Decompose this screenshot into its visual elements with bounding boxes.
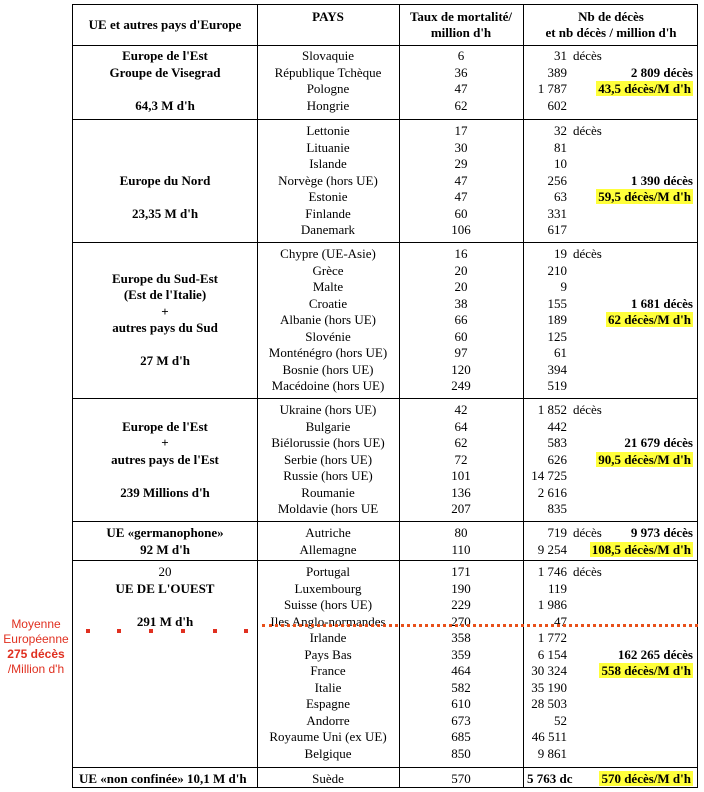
mortality-rate: 47 <box>454 81 468 96</box>
country-name: Islande <box>309 156 347 171</box>
region-label: + <box>161 435 169 450</box>
country-name: Finlande <box>305 205 351 221</box>
country-name: République Tchèque <box>274 64 382 80</box>
death-count: 31 <box>554 48 567 63</box>
region-label: 239 Millions d'h <box>120 484 210 500</box>
death-count: 46 511 <box>531 729 567 744</box>
death-count: 47 <box>554 613 567 629</box>
country-name: Biélorussie (hors UE) <box>271 435 385 450</box>
mortality-rate: 29 <box>454 156 468 171</box>
death-count: 14 725 <box>531 468 567 483</box>
mortality-rate: 30 <box>454 139 468 155</box>
mortality-rate: 80 <box>454 525 468 540</box>
death-count: 63 <box>554 189 567 204</box>
mortality-rate: 120 <box>451 361 471 377</box>
avg-line4: /Million d'h <box>7 662 65 676</box>
mortality-rate: 36 <box>454 64 468 80</box>
country-name: Moldavie (hors UE <box>277 501 379 516</box>
mortality-rate: 685 <box>451 729 471 744</box>
european-average-note <box>0 617 72 677</box>
mortality-rate: 66 <box>454 312 468 327</box>
header-rate: Taux de mortalité/ million d'h <box>409 9 513 40</box>
mortality-rate: 270 <box>451 613 471 629</box>
death-count: 9 861 <box>537 745 567 761</box>
death-count: 9 <box>560 279 567 294</box>
death-count: 331 <box>547 205 567 221</box>
mortality-rate: 60 <box>454 328 468 344</box>
mortality-rate: 464 <box>451 663 471 678</box>
group-divider <box>73 767 697 768</box>
region-label: autres pays du Sud <box>112 320 218 336</box>
death-count: 19 <box>554 246 567 261</box>
mortality-rate: 47 <box>454 189 468 204</box>
death-count: 394 <box>547 361 567 377</box>
country-name: Italie <box>314 679 342 695</box>
country-name: Hongrie <box>306 97 350 113</box>
avg-line2: Européenne <box>3 632 69 646</box>
mortality-table <box>72 4 698 788</box>
mortality-rate: 47 <box>454 172 468 188</box>
country-name: Pologne <box>306 81 350 96</box>
group-deaths-per-million: 43,5 décès/M d'h <box>598 81 691 96</box>
mortality-rate: 610 <box>451 696 471 711</box>
mortality-rate: 60 <box>454 205 468 221</box>
country-name: Slovénie <box>305 328 351 344</box>
death-count: 835 <box>547 501 567 516</box>
death-count: 519 <box>547 378 567 393</box>
death-count: 155 <box>547 295 567 311</box>
mortality-rate: 136 <box>451 484 471 500</box>
death-count: 1 852 <box>537 402 567 417</box>
deaths-unit: décès <box>573 564 602 579</box>
mortality-rate: 97 <box>454 345 468 360</box>
deaths-unit: décès <box>573 48 602 63</box>
group-deaths-per-million: 90,5 décès/M d'h <box>598 451 691 467</box>
region-label: 291 M d'h <box>136 613 194 629</box>
death-count: 442 <box>547 418 567 434</box>
death-count: 256 <box>547 172 567 188</box>
group-deaths-per-million: 570 décès/M d'h <box>601 771 691 786</box>
country-name: Royaume Uni (ex UE) <box>269 729 387 744</box>
death-count: 1 787 <box>537 81 567 96</box>
country-name: Lituanie <box>306 139 350 155</box>
group-divider <box>73 560 697 561</box>
group-total-deaths: 9 973 décès <box>630 525 693 540</box>
group-deaths-per-million: 108,5 décès/M d'h <box>591 541 691 557</box>
mortality-rate: 359 <box>451 646 471 662</box>
death-count: 30 324 <box>531 663 567 678</box>
death-count: 6 154 <box>537 646 567 662</box>
mortality-rate: 106 <box>451 222 471 237</box>
mortality-rate: 42 <box>454 402 468 417</box>
mortality-rate: 38 <box>454 295 468 311</box>
mortality-rate: 229 <box>451 597 471 612</box>
death-count: 52 <box>554 712 567 728</box>
group-divider <box>73 398 697 399</box>
avg-line3: 275 décès <box>7 647 65 661</box>
country-name: Grèce <box>312 262 344 278</box>
mortality-rate: 207 <box>451 501 471 516</box>
mortality-rate: 16 <box>454 246 468 261</box>
country-name: Ukraine (hors UE) <box>279 402 377 417</box>
mortality-rate: 190 <box>451 580 471 596</box>
country-name: Malte <box>312 279 344 294</box>
country-name: Albanie (hors UE) <box>279 312 377 327</box>
death-count: 125 <box>547 328 567 344</box>
group-total-deaths: 21 679 décès <box>624 435 693 450</box>
death-count: 32 <box>554 123 567 138</box>
death-count: 5 763 dc <box>527 771 573 786</box>
death-count: 28 503 <box>531 696 567 711</box>
mortality-rate: 570 <box>451 771 471 786</box>
deaths-unit: décès <box>573 123 602 138</box>
group-total-deaths: 2 809 décès <box>630 64 693 80</box>
country-name: Slovaquie <box>302 48 354 63</box>
country-name: Bosnie (hors UE) <box>282 361 374 377</box>
region-label: UE DE L'OUEST <box>115 580 215 596</box>
death-count: 210 <box>547 262 567 278</box>
region-label: UE «non confinée» 10,1 M d'h <box>79 771 247 786</box>
country-name: Danemark <box>300 222 356 237</box>
country-name: Croatie <box>308 295 348 311</box>
mortality-rate: 20 <box>454 279 468 294</box>
mortality-rate: 101 <box>451 468 471 483</box>
deaths-unit: décès <box>573 402 602 417</box>
country-name: Suède <box>312 771 344 786</box>
region-label: Europe de l'Est <box>122 48 208 63</box>
mortality-rate: 62 <box>454 435 468 450</box>
country-name: Portugal <box>305 564 351 579</box>
country-name: Allemagne <box>299 541 357 557</box>
group-total-deaths: 1 681 décès <box>630 295 693 311</box>
country-name: Andorre <box>306 712 350 728</box>
death-count: 2 616 <box>537 484 567 500</box>
region-label: 64,3 M d'h <box>135 97 195 113</box>
death-count: 1 746 <box>537 564 567 579</box>
region-label: Europe du Sud-Est <box>112 270 218 286</box>
death-count: 617 <box>547 222 567 237</box>
group-deaths-per-million: 62 décès/M d'h <box>607 312 691 327</box>
mortality-rate: 850 <box>451 745 471 761</box>
mortality-rate: 358 <box>451 630 471 645</box>
country-name: France <box>310 663 346 678</box>
country-name: Luxembourg <box>294 580 362 596</box>
mortality-rate: 62 <box>454 97 468 113</box>
country-name: Belgique <box>304 745 352 761</box>
death-count: 10 <box>554 156 567 171</box>
mortality-rate: 249 <box>451 378 471 393</box>
death-count: 719 <box>547 525 567 540</box>
region-label: 20 <box>158 564 172 579</box>
country-name: Roumanie <box>301 484 355 500</box>
death-count: 583 <box>547 435 567 450</box>
death-count: 9 254 <box>537 541 567 557</box>
death-count: 119 <box>547 580 567 596</box>
group-deaths-per-million: 59,5 décès/M d'h <box>598 189 691 204</box>
mortality-rate: 171 <box>451 564 471 579</box>
death-count: 189 <box>547 312 567 327</box>
country-name: Macédoine (hors UE) <box>271 378 385 393</box>
group-divider <box>73 521 697 522</box>
region-label: (Est de l'Italie) <box>123 287 207 303</box>
country-name: Chypre (UE-Asie) <box>280 246 376 261</box>
group-divider <box>73 242 697 243</box>
mortality-rate: 64 <box>454 418 468 434</box>
group-total-deaths: 162 265 décès <box>617 646 693 662</box>
country-name: Irlande <box>309 630 347 645</box>
mortality-rate: 673 <box>451 712 471 728</box>
country-name: Iles Anglo-normandes <box>270 613 386 629</box>
death-count: 626 <box>547 451 567 467</box>
mortality-rate: 20 <box>454 262 468 278</box>
country-name: Russie (hors UE) <box>283 468 373 483</box>
header-divider <box>73 45 697 46</box>
death-count: 35 190 <box>531 679 567 695</box>
country-name: Monténégro (hors UE) <box>268 345 388 360</box>
region-label: Europe du Nord <box>119 172 211 188</box>
header-country: PAYS <box>312 9 344 24</box>
death-count: 389 <box>547 64 567 80</box>
avg-line1: Moyenne <box>11 617 61 631</box>
country-name: Norvège (hors UE) <box>278 172 378 188</box>
region-label: Europe de l'Est <box>122 418 208 434</box>
region-label: Groupe de Visegrad <box>109 64 221 80</box>
death-count: 1 772 <box>537 630 567 645</box>
mortality-rate: 6 <box>457 48 465 63</box>
european-average-line <box>262 624 698 627</box>
deaths-unit: décès <box>573 246 602 261</box>
region-label: 92 M d'h <box>140 541 190 557</box>
group-total-deaths: 1 390 décès <box>630 172 693 188</box>
deaths-unit: décès <box>573 525 602 540</box>
death-count: 602 <box>547 97 567 113</box>
country-name: Serbie (hors UE) <box>283 451 373 467</box>
country-name: Lettonie <box>306 123 350 138</box>
region-label: 27 M d'h <box>140 353 190 369</box>
death-count: 81 <box>554 139 567 155</box>
country-name: Bulgarie <box>305 418 351 434</box>
region-label: UE «germanophone» <box>106 525 224 540</box>
region-label: autres pays de l'Est <box>111 451 219 467</box>
mortality-rate: 17 <box>454 123 468 138</box>
mortality-rate: 582 <box>451 679 471 695</box>
group-divider <box>73 119 697 120</box>
country-name: Suisse (hors UE) <box>283 597 373 612</box>
region-label: 23,35 M d'h <box>131 205 199 221</box>
mortality-rate: 72 <box>454 451 468 467</box>
header-deaths: Nb de décès et nb décès / million d'h <box>545 9 677 40</box>
group-deaths-per-million: 558 décès/M d'h <box>601 663 691 678</box>
region-label: + <box>161 303 169 319</box>
country-name: Espagne <box>305 696 351 711</box>
header-region: UE et autres pays d'Europe <box>88 17 242 32</box>
mortality-rate: 110 <box>451 541 471 557</box>
death-count: 61 <box>554 345 567 360</box>
country-name: Pays Bas <box>304 646 352 662</box>
country-name: Autriche <box>305 525 351 540</box>
death-count: 1 986 <box>537 597 567 612</box>
country-name: Estonie <box>308 189 348 204</box>
